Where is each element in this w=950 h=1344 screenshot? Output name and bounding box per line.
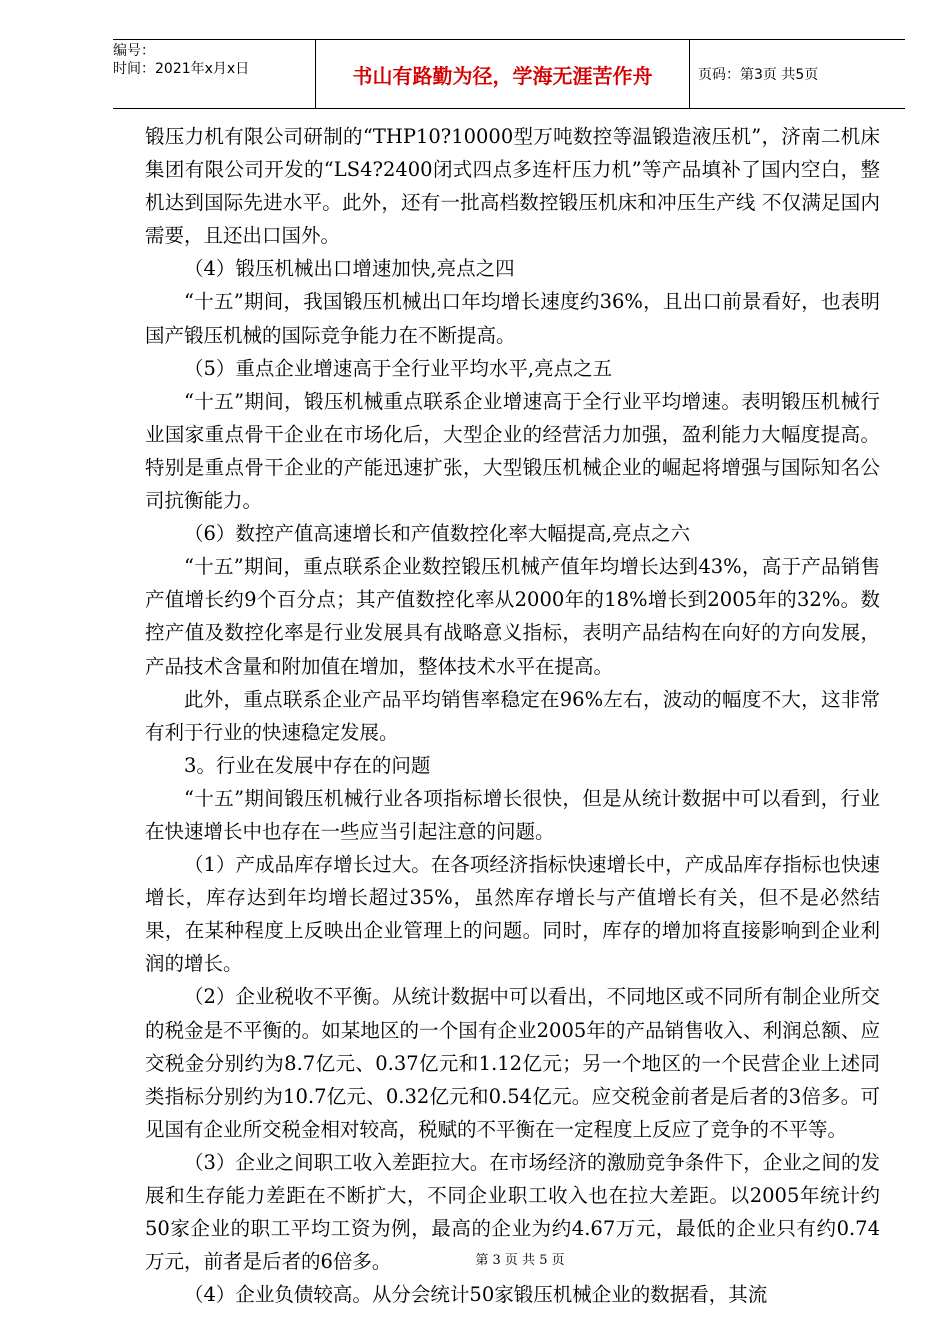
section-heading: （5）重点企业增速高于全行业平均水平,亮点之五 xyxy=(184,356,613,380)
paragraph: 此外，重点联系企业产品平均销售率稳定在96%左右，波动的幅度不大，这非常有利于行业的快速稳定发展。 xyxy=(145,687,880,744)
paragraph: “十五”期间，重点联系企业数控锻压机械产值年均增长达到43%，高于产品销售产值增长约9个百分点；其产值数控化率从2000年的18%增长到2005年的32%。数控产值及数控化率是行业发展具有战略意义指标，表明产品结构在向好的方向发展，产品技术含量和附加值在增加，整体技术水平在提高。 xyxy=(145,555,880,678)
paragraph: （3）企业之间职工收入差距拉大。在市场经济的激励竞争条件下，企业之间的发展和生存能力差距在不断扩大，不同企业职工收入也在拉大差距。以2005年统计约50家企业的职工平均工资为例，最高的企业为约4.67万元，最低的企业只有约0.74万元，前者是后者的6倍多。 xyxy=(145,1150,880,1274)
doc-time: 时间：2021年x月x日 xyxy=(113,61,250,77)
paragraph: （2）企业税收不平衡。从统计数据中可以看出，不同地区或不同所有制企业所交的税金是不平衡的。如某地区的一个国有企业2005年的产品销售收入、利润总额、应交税金分别约为8.7亿元、0.37亿元和1.12亿元；另一个地区的一个民营企业上述同类指标分别约为10.7亿元、0.32亿元和0.54亿元。应交税金前者是后者的3倍多。可见国有企业所交税金相对较高，税赋的不平衡在一定程度上反应了竞争的不平等。 xyxy=(145,985,880,1141)
page-header xyxy=(113,39,905,109)
page-footer: 第 3 页 共 5 页 xyxy=(475,1253,565,1268)
section-heading: （6）数控产值高速增长和产值数控化率大幅提高,亮点之六 xyxy=(184,522,691,546)
paragraph: “十五”期间，我国锻压机械出口年均增长速度约36%，且出口前景看好，也表明国产锻压机械的国际竞争能力在不断提高。 xyxy=(145,290,880,347)
paragraph: “十五”期间锻压机械行业各项指标增长很快，但是从统计数据中可以看到，行业在快速增长中也存在一些应当引起注意的问题。 xyxy=(145,786,880,843)
section-heading: 3。行业在发展中存在的问题 xyxy=(184,753,431,777)
paragraph: （4）企业负债较高。从分会统计50家锻压机械企业的数据看，其流 xyxy=(184,1283,768,1307)
header-motto: 书山有路勤为径，学海无涯苦作舟 xyxy=(316,40,690,108)
doc-number: 编号： xyxy=(113,43,155,59)
section-heading: （4）锻压机械出口增速加快,亮点之四 xyxy=(184,257,515,281)
header-meta xyxy=(113,40,316,108)
header-page-number: 页码：第3页 共5页 xyxy=(698,67,819,83)
paragraph: 锻压力机有限公司研制的“THP10?10000型万吨数控等温锻造液压机”，济南二机床集团有限公司开发的“LS4?2400闭式四点多连杆压力机”等产品填补了国内空白，整机达到国际先进水平。此外，还有一批高档数控锻压机床和冲压生产线 不仅满足国内需要，且还出口国外。 xyxy=(145,125,880,248)
paragraph: （1）产成品库存增长过大。在各项经济指标快速增长中，产成品库存指标也快速增长，库存达到年均增长超过35%，虽然库存增长与产值增长有关，但不是必然结果，在某种程度上反映出企业管理上的问题。同时，库存的增加将直接影响到企业利润的增长。 xyxy=(145,853,880,976)
document-body xyxy=(145,120,880,1311)
paragraph: “十五”期间，锻压机械重点联系企业增速高于全行业平均增速。表明锻压机械行业国家重点骨干企业在市场化后，大型企业的经营活力加强，盈利能力大幅度提高。特别是重点骨干企业的产能迅速扩张，大型锻压机械企业的崛起将增强与国际知名公司抗衡能力。 xyxy=(145,389,880,513)
